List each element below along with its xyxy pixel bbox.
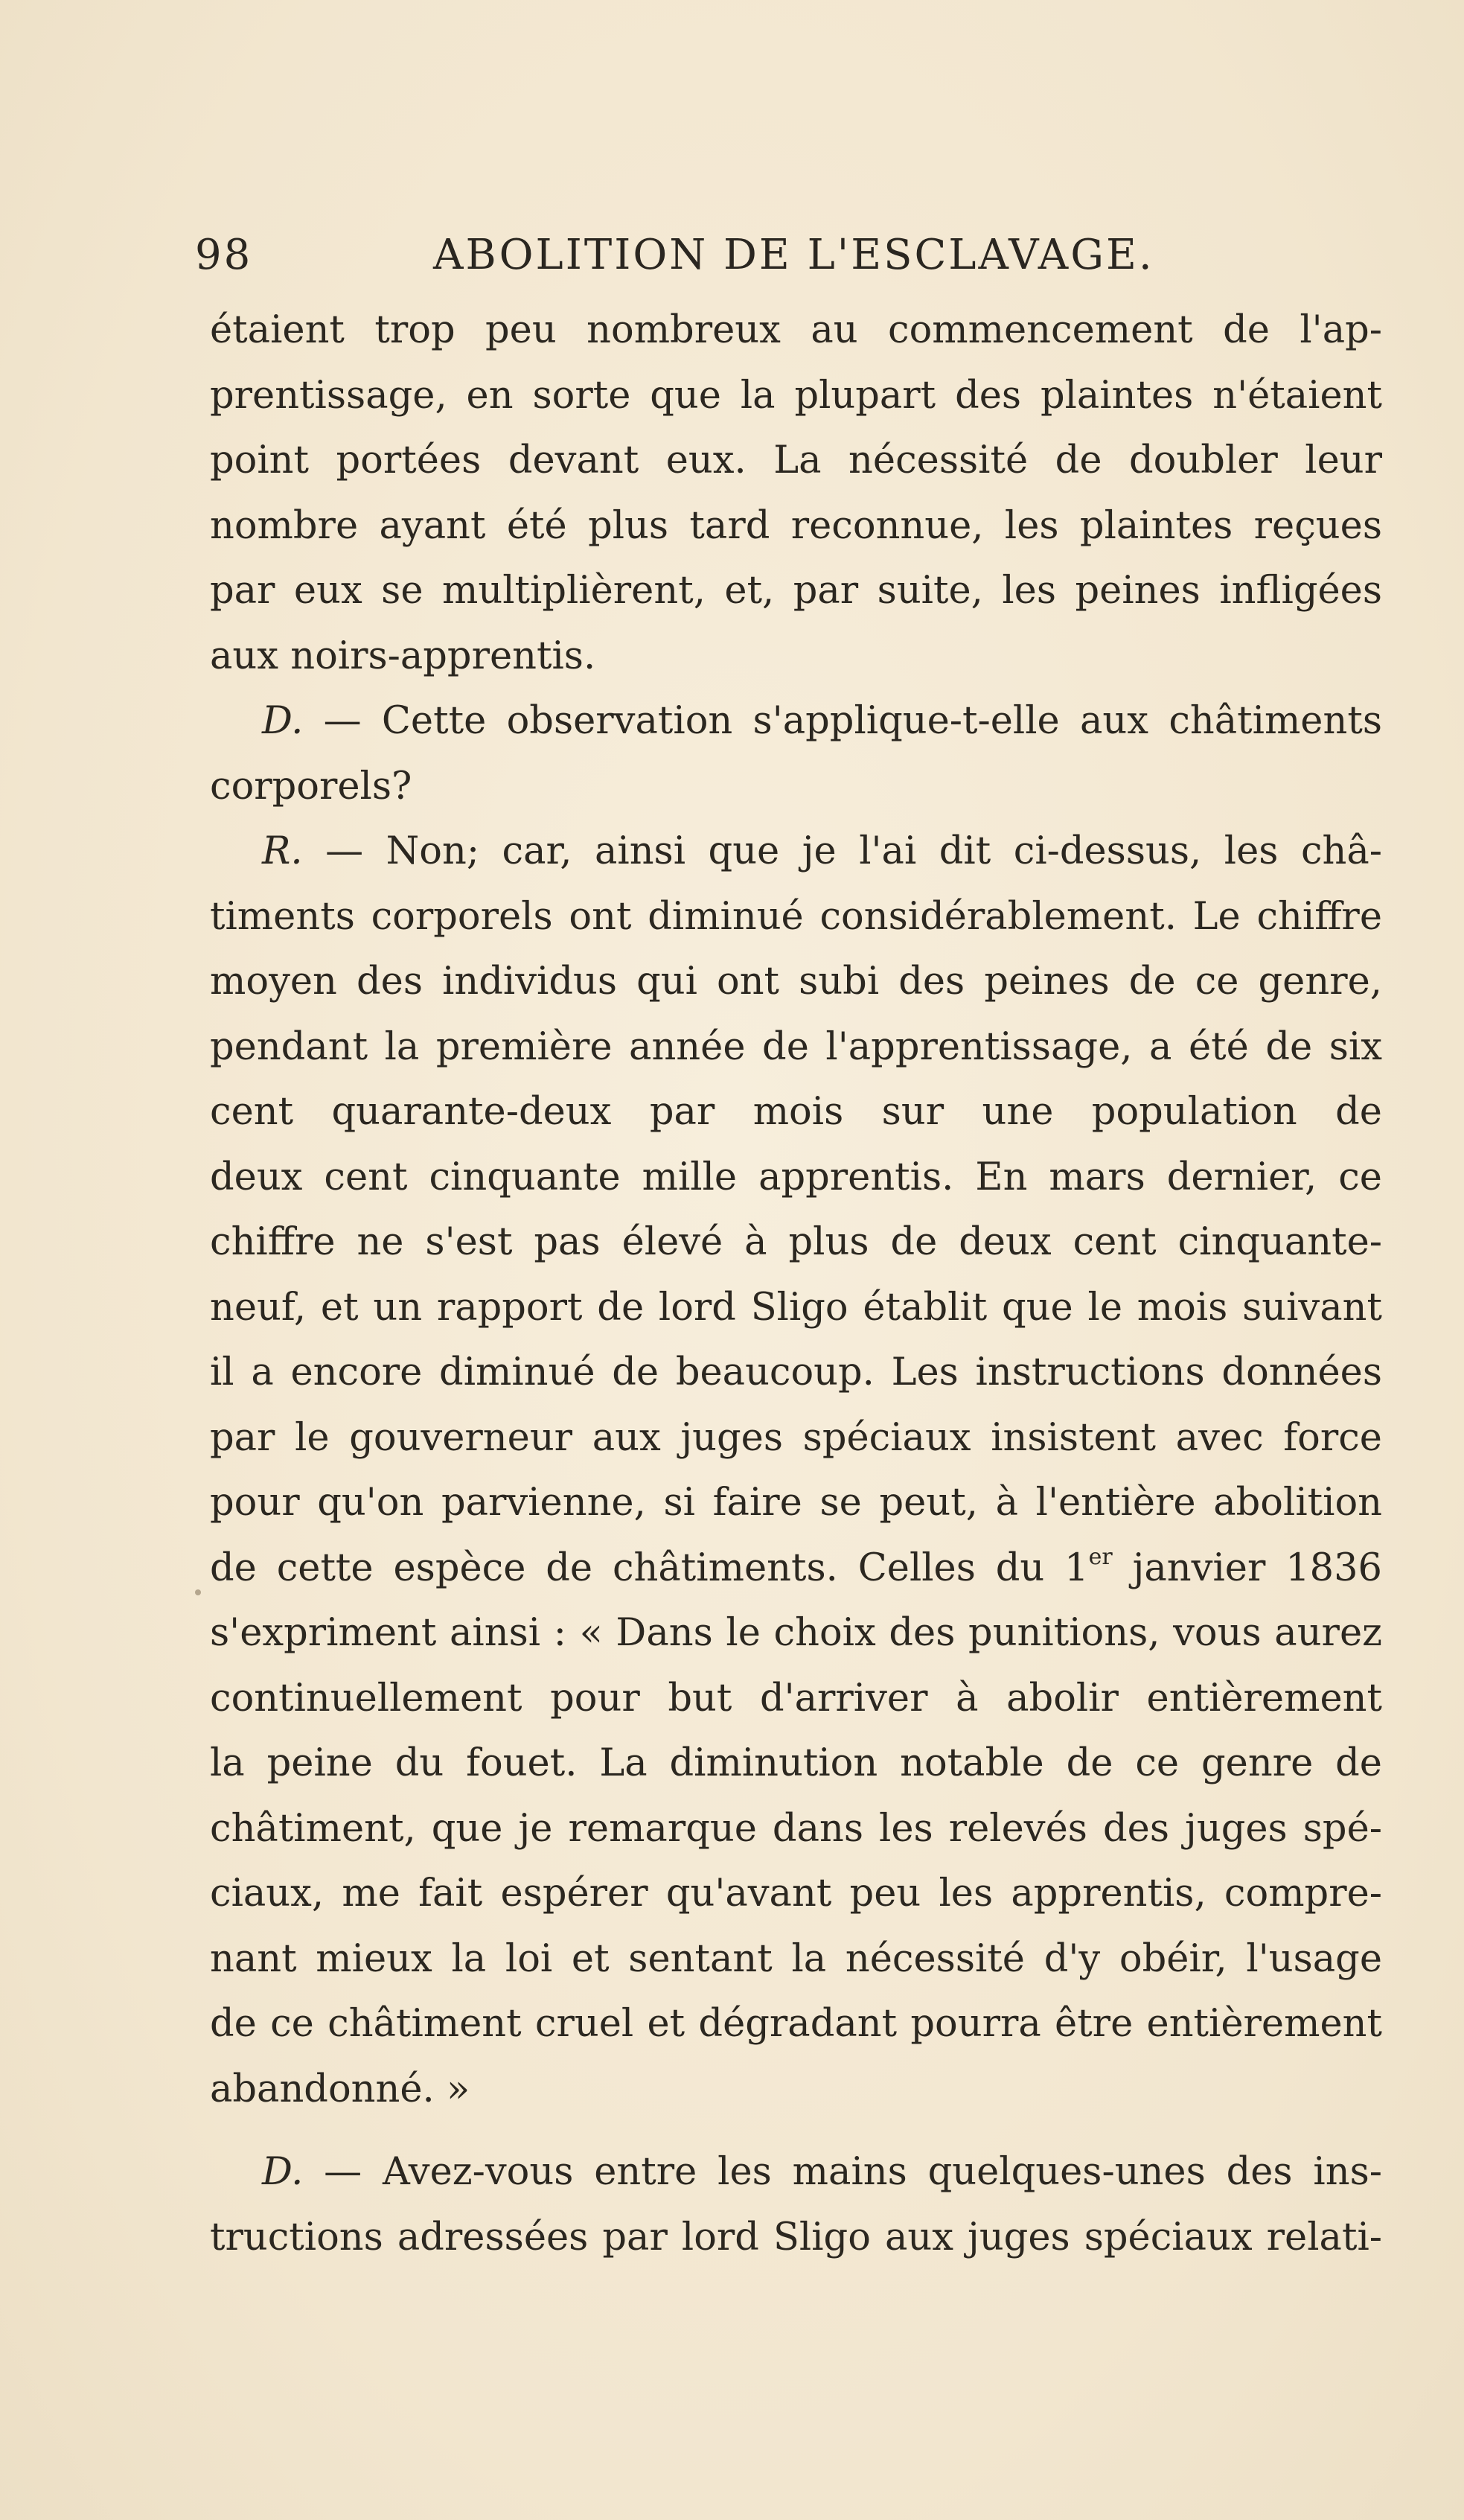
answer-text: — Non; car, ainsi que je l'ai dit ci-dessus, les châ- — [325, 829, 1382, 873]
janvier-text-before: de cette espèce de châtiments. Celles du 1 — [210, 1546, 1089, 1590]
body-text — [210, 298, 1382, 2270]
page-number: 98 — [195, 231, 253, 279]
text-line: cent quarante-deux par mois sur une population de — [210, 1090, 1382, 1134]
text-line: il a encore diminué de beaucoup. Les instructions données — [210, 1350, 1382, 1394]
question-line — [210, 689, 1382, 754]
speaker-label: D. — [262, 2150, 304, 2194]
text-line: étaient trop peu nombreux au commencement de l'ap- — [210, 308, 1382, 352]
text-line: par le gouverneur aux juges spéciaux insistent avec force — [210, 1415, 1382, 1460]
text-line: abandonné. » — [210, 2067, 470, 2111]
text-line: nombre ayant été plus tard reconnue, les plaintes reçues — [210, 503, 1382, 548]
question-text: — Avez-vous entre les mains quelques-unes des ins- — [324, 2150, 1382, 2194]
running-head: ABOLITION DE L'ESCLAVAGE. — [433, 231, 1154, 279]
text-line: aux noirs-apprentis. — [210, 634, 596, 678]
text-line: continuellement pour but d'arriver à abolir entièrement — [210, 1676, 1382, 1720]
text-line: pendant la première année de l'apprentissage, a été de six — [210, 1024, 1382, 1069]
text-line: timents corporels ont diminué considérablement. Le chiffre — [210, 894, 1382, 939]
paper-fleck — [195, 1589, 201, 1595]
page-header — [195, 223, 1163, 290]
text-line: prentissage, en sorte que la plupart des plaintes n'étaient — [210, 373, 1382, 418]
speaker-label: R. — [262, 829, 303, 873]
text-line: point portées devant eux. La nécessité de doubler leur — [210, 438, 1382, 482]
text-line: châtiment, que je remarque dans les relevés des juges spé- — [210, 1806, 1382, 1851]
text-line: nant mieux la loi et sentant la nécessité d'y obéir, l'usage — [210, 1936, 1382, 1981]
speaker-label: D. — [262, 699, 304, 743]
ordinal-superscript: er — [1088, 1543, 1113, 1570]
question-line — [210, 2140, 1382, 2205]
text-line: tructions adressées par lord Sligo aux juges spéciaux relati- — [210, 2215, 1382, 2259]
text-line: de ce châtiment cruel et dégradant pourra être entièrement — [210, 2002, 1382, 2046]
janvier-text-after: janvier 1836 — [1112, 1546, 1382, 1590]
text-line: ciaux, me fait espérer qu'avant peu les apprentis, compre- — [210, 1872, 1382, 1915]
text-line: corporels? — [210, 764, 412, 808]
text-line: s'expriment ainsi : « Dans le choix des punitions, vous aurez — [210, 1611, 1382, 1655]
text-line: la peine du fouet. La diminution notable de ce genre de — [210, 1741, 1382, 1785]
answer-line — [210, 819, 1382, 884]
text-line: pour qu'on parvienne, si faire se peut, à l'entière abolition — [210, 1481, 1382, 1525]
text-line — [210, 1536, 1382, 1601]
text-line: chiffre ne s'est pas élevé à plus de deux cent cinquante- — [210, 1220, 1382, 1264]
question-text: — Cette observation s'applique-t-elle aux châtiments — [323, 699, 1382, 743]
text-line: neuf, et un rapport de lord Sligo établit que le mois suivant — [210, 1285, 1382, 1330]
text-line: moyen des individus qui ont subi des peines de ce genre, — [210, 960, 1382, 1004]
text-line: par eux se multiplièrent, et, par suite, les peines infligées — [210, 569, 1382, 613]
text-line: deux cent cinquante mille apprentis. En mars dernier, ce — [210, 1155, 1382, 1199]
